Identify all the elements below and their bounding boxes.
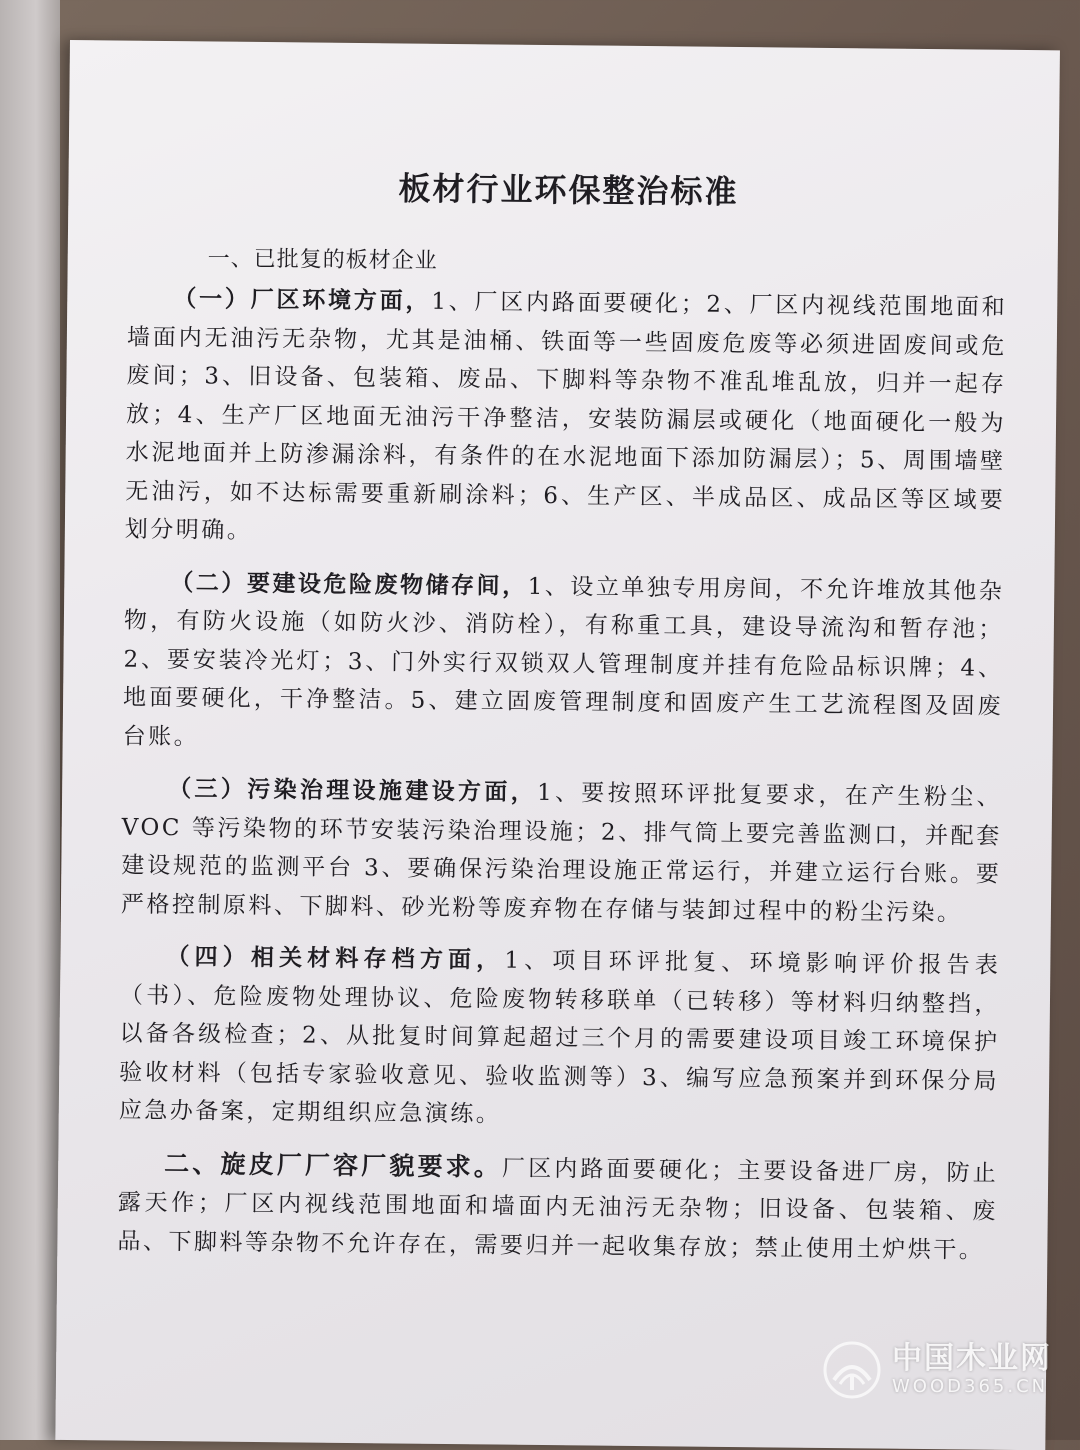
paragraph-lead: （一）厂区环境方面，	[173, 286, 432, 315]
document-content	[117, 161, 1009, 1284]
section-2-paragraph	[117, 1144, 998, 1270]
paragraph-body: 厂区内路面要硬化；主要设备进厂房，防止露天作；厂区内视线范围地面和墙面内无油污无杂物；旧设备、包装箱、废品、下脚料等杂物不允许存在，需要归并一起收集存放；禁止使用土炉烘干。	[117, 1155, 999, 1264]
paragraph-2	[123, 563, 1005, 765]
watermark-name: 中国木业网	[892, 1341, 1052, 1376]
watermark-url: WOOD365.CN	[892, 1376, 1049, 1397]
paragraph-4	[119, 938, 1001, 1140]
paragraph-1	[125, 280, 1008, 559]
watermark-text	[892, 1341, 1052, 1397]
paragraph-body: 1、要按照环评批复要求，在产生粉尘、VOC 等污染物的环节安装污染治理设施；2、排气筒上要完善监测口，并配套建设规范的监测平台 3、要确保污染治理设施正常运行，并建立运行台账。要严格控制原料、下脚料、砂光粉等废弃物在存储与装卸过程中的粉尘污染。	[120, 779, 1003, 926]
paragraph-lead: （二）要建设危险废物储存间，	[170, 569, 528, 600]
section-heading-2: 二、旋皮厂厂容厂貌要求。	[164, 1148, 503, 1182]
paragraph-lead: （三）污染治理设施建设方面，	[168, 776, 538, 806]
paragraph-body: 1、项目环评批复、环境影响评价报告表（书）、危险废物处理协议、危险废物转移联单（已转移）等材料归纳整挡，以备各级检查；2、从批复时间算起超过三个月的需要建设项目竣工环境保护验收材料（包括专家验收意见、验收监测等）3、编写应急预案并到环保分局应急办备案，定期组织应急演练。	[118, 947, 1001, 1128]
wood365-logo-icon	[822, 1340, 882, 1400]
paragraph-body: 1、设立单独专用房间，不允许堆放其他杂物，有防火设施（如防火沙、消防栓），有称重工具，建设导流沟和暂存池；2、要安装冷光灯；3、门外实行双锁双人管理制度并挂有危险品标识牌；4、地面要硬化，干净整洁。5、建立固废管理制度和固废产生工艺流程图及固废台账。	[122, 573, 1005, 750]
paper-document	[55, 40, 1060, 1450]
document-title: 板材行业环保整治标准	[398, 169, 739, 212]
background-sheet	[0, 0, 60, 1440]
watermark	[822, 1340, 1052, 1400]
paragraph-body: 1、厂区内路面要硬化；2、厂区内视线范围地面和墙面内无油污无杂物，尤其是油桶、铁面等一些固废危废等必须进固废间或危废间；3、旧设备、包装箱、废品、下脚料等杂物不准乱堆乱放，归并一起存放；4、生产厂区地面无油污干净整洁，安装防漏层或硬化（地面硬化一般为水泥地面并上防渗漏涂料，有条件的在水泥地面下添加防漏层）；5、周围墙壁无油污，如不达标需要重新刷涂料；6、生产区、半成品区、成品区等区域要划分明确。	[124, 288, 1008, 544]
paragraph-lead: （四）相关材料存档方面，	[166, 944, 505, 974]
paragraph-3	[121, 770, 1003, 933]
section-heading-1: 一、已批复的板材企业	[207, 246, 438, 274]
